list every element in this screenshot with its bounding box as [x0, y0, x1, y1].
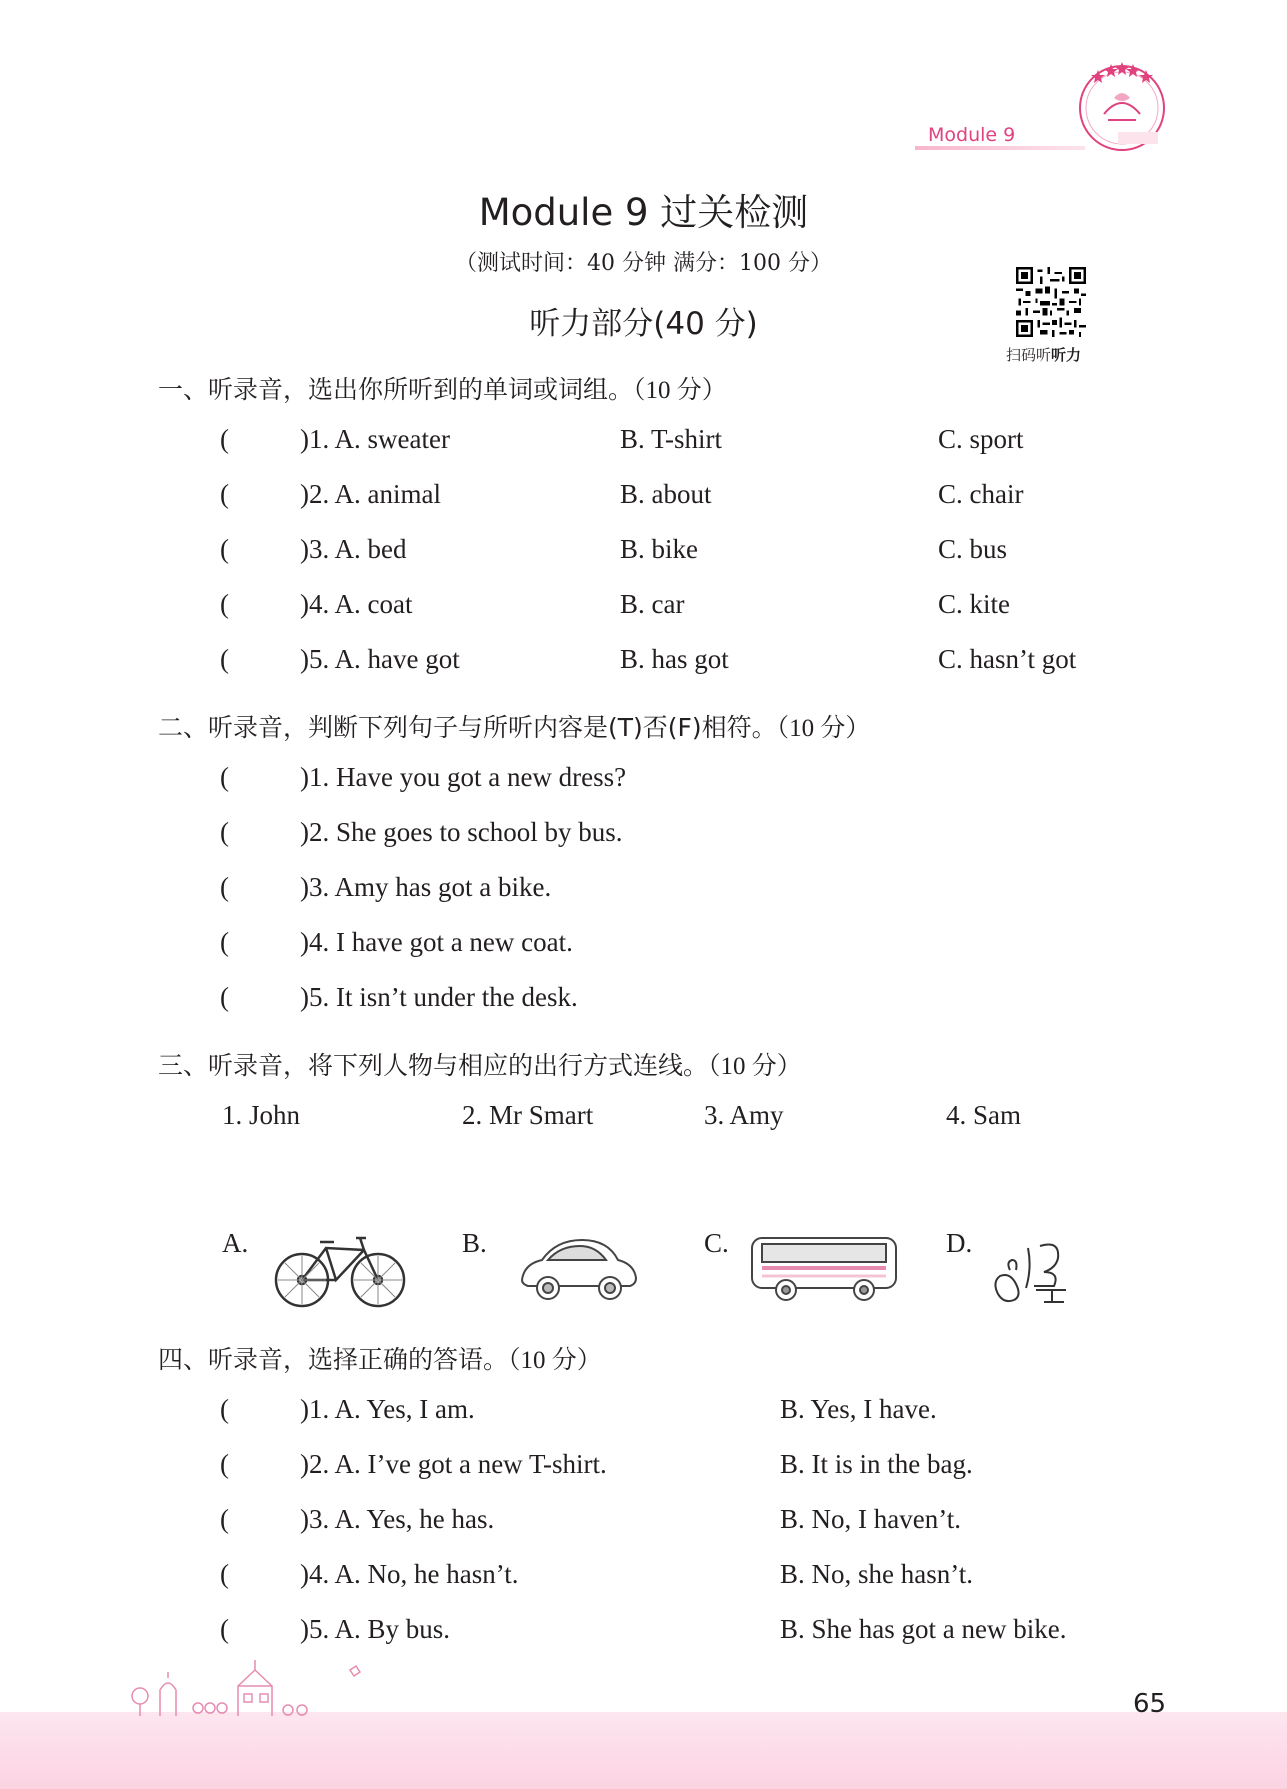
footer-band [0, 1712, 1287, 1789]
section-3-title: 三、听录音，将下列人物与相应的出行方式连线。 [158, 1051, 709, 1080]
picture-label: A. [222, 1228, 249, 1258]
section-4-heading [158, 1340, 602, 1376]
picture-label: D. [946, 1228, 973, 1258]
option-b: B. She has got a new bike. [780, 1614, 1067, 1644]
section-3-heading [158, 1046, 802, 1082]
answer-blank[interactable]: ( [220, 424, 229, 454]
option-b: B. T-shirt [620, 424, 723, 454]
page-number: 65 [1133, 1689, 1167, 1719]
module-tag: Module 9 [928, 124, 1016, 146]
question-stem: )5. It isn’t under the desk. [300, 982, 578, 1012]
person-label: 4. Sam [946, 1100, 1022, 1130]
question-stem: )2. She goes to school by bus. [300, 817, 623, 847]
answer-blank[interactable]: ( [220, 1614, 229, 1644]
publisher-logo [1068, 58, 1176, 158]
section-3-points: （10 分） [708, 1053, 802, 1080]
answer-blank[interactable]: ( [220, 982, 229, 1012]
question-stem: )1. Have you got a new dress? [300, 762, 627, 792]
answer-blank[interactable]: ( [220, 1449, 229, 1479]
option-b: B. about [620, 479, 712, 509]
option-c: C. hasn’t got [938, 644, 1077, 674]
picture-label: C. [704, 1228, 729, 1258]
bus-icon [748, 1232, 900, 1304]
person-label: 2. Mr Smart [462, 1100, 594, 1130]
question-stem: )2. A. animal [300, 479, 441, 509]
qr-caption [1006, 344, 1081, 365]
question-stem: )4. A. coat [300, 589, 413, 619]
question-stem: )5. A. have got [300, 644, 460, 674]
question-stem: )2. A. I’ve got a new T-shirt. [300, 1449, 607, 1479]
qr-code[interactable] [1016, 267, 1086, 337]
option-c: C. sport [938, 424, 1024, 454]
answer-blank[interactable]: ( [220, 1559, 229, 1589]
option-b: B. has got [620, 644, 729, 674]
page-title: Module 9 过关检测 [478, 191, 809, 234]
section-2-heading [158, 708, 870, 744]
section-4-points: （10 分） [508, 1347, 602, 1374]
question-stem: )4. I have got a new coat. [300, 927, 573, 957]
car-icon [518, 1236, 640, 1302]
picture-label: B. [462, 1228, 487, 1258]
header-rule [915, 146, 1085, 150]
option-b: B. No, she hasn’t. [780, 1559, 973, 1589]
bicycle-icon [274, 1228, 406, 1310]
page-subtitle: （测试时间：40 分钟 满分：100 分） [455, 251, 832, 276]
answer-blank[interactable]: ( [220, 589, 229, 619]
option-c: C. bus [938, 534, 1008, 564]
question-stem: )3. Amy has got a bike. [300, 872, 552, 902]
listening-section-header: 听力部分(40 分) [529, 306, 758, 342]
town-illustration-icon [120, 1648, 370, 1718]
section-2-points: （10 分） [776, 715, 871, 742]
answer-blank[interactable]: ( [220, 479, 229, 509]
question-stem: )1. A. Yes, I am. [300, 1394, 475, 1424]
answer-blank[interactable]: ( [220, 534, 229, 564]
qr-caption-bold: 听力 [1051, 346, 1082, 364]
option-c: C. chair [938, 479, 1024, 509]
option-b: B. Yes, I have. [780, 1394, 937, 1424]
question-stem: )1. A. sweater [300, 424, 450, 454]
footprints-icon [988, 1240, 1072, 1306]
qr-caption-prefix: 扫码听 [1006, 346, 1052, 364]
person-label: 1. John [222, 1100, 301, 1130]
option-b: B. No, I haven’t. [780, 1504, 961, 1534]
option-b: B. It is in the bag. [780, 1449, 973, 1479]
answer-blank[interactable]: ( [220, 762, 229, 792]
section-4-title: 四、听录音，选择正确的答语。 [158, 1345, 509, 1374]
answer-blank[interactable]: ( [220, 1504, 229, 1534]
option-c: C. kite [938, 589, 1010, 619]
question-stem: )3. A. bed [300, 534, 407, 564]
answer-blank[interactable]: ( [220, 872, 229, 902]
answer-blank[interactable]: ( [220, 1394, 229, 1424]
section-1-heading [158, 370, 727, 406]
question-stem: )4. A. No, he hasn’t. [300, 1559, 519, 1589]
answer-blank[interactable]: ( [220, 644, 229, 674]
person-label: 3. Amy [704, 1100, 784, 1130]
option-b: B. car [620, 589, 685, 619]
section-1-title: 一、听录音，选出你所听到的单词或词组。 [158, 375, 634, 404]
answer-blank[interactable]: ( [220, 817, 229, 847]
answer-blank[interactable]: ( [220, 927, 229, 957]
option-b: B. bike [620, 534, 698, 564]
section-2-title: 二、听录音，判断下列句子与所听内容是(T)否(F)相符。 [158, 713, 777, 742]
question-stem: )5. A. By bus. [300, 1614, 451, 1644]
section-1-points: （10 分） [633, 377, 727, 404]
question-stem: )3. A. Yes, he has. [300, 1504, 495, 1534]
